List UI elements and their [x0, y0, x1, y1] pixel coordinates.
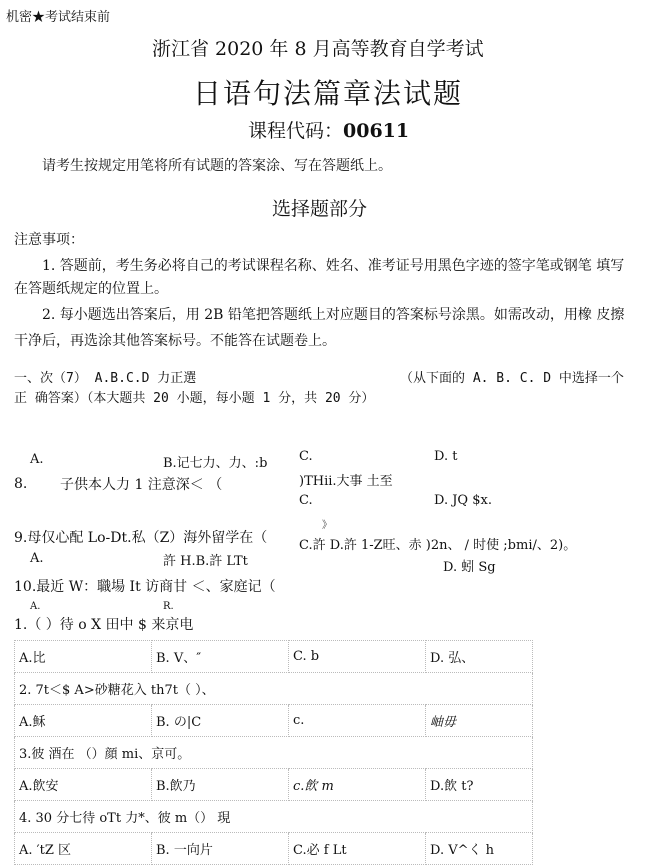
table-row — [15, 769, 533, 801]
table-cell: A.稣 — [15, 705, 152, 737]
question-10: 10.最近 W：職場 It 访商甘 ＜、家庭记（ — [14, 579, 276, 595]
question-9-option-b: 許 H.B.許 LTt — [163, 554, 248, 569]
question-10-option-a: A. — [30, 601, 41, 612]
question-9-mark: 》 — [322, 520, 332, 531]
part1-line1-right: （从下面的 A. B. C. D 中选择一个 — [400, 371, 624, 386]
table-cell: A. ′tZ 区 — [15, 833, 152, 865]
option-a: A. — [30, 452, 44, 467]
question-8-text: 子供本人力 1 注意深＜ （ — [60, 477, 223, 493]
table-cell: A.比 — [15, 641, 152, 673]
table-cell: c. — [289, 705, 426, 737]
option-c: C. — [299, 449, 313, 464]
table-cell: B.飲乃 — [152, 769, 289, 801]
answer-table — [14, 640, 533, 865]
question-9-options: C.許 D.許 1-Z旺、赤 )2n、 / 时使 ;bmi/、2)。 — [299, 538, 577, 553]
table-cell: C.必 f Lt — [289, 833, 426, 865]
table-cell: 3.彼 酒在 （）顔 mi、京可。 — [15, 737, 533, 769]
question-8-option-d: D. JQ $x. — [434, 493, 492, 508]
part1-line2: 正 确答案）（本大题共 20 小题，每小题 1 分，共 20 分） — [14, 391, 375, 406]
exam-heading: 浙江省 2020 年 8 月高等教育自学考试 — [152, 38, 484, 60]
question-9-option-d: D. 蚓 Sg — [443, 560, 496, 575]
question-8-option-c: C. — [299, 493, 313, 508]
table-cell: B. 一向片 — [152, 833, 289, 865]
option-b: B.记七力、力、:b — [163, 456, 268, 471]
table-row — [15, 801, 533, 833]
table-row — [15, 673, 533, 705]
part1-line1: 一、次（7） A.B.C.D 力正選 — [14, 371, 197, 386]
question-8-number: 8. — [14, 476, 28, 492]
notes-item-2: 2. 每小题选出答案后，用 2B 铅笔把答题纸上对应题目的答案标号涂黑。如需改动，用橡 皮擦干净后，再选涂其他答案标号。不能答在试题卷上。 — [14, 307, 625, 349]
question-1: 1.（ ）待 o X 田中 $ 来京电 — [14, 617, 194, 633]
notes-heading: 注意事项： — [14, 232, 84, 248]
question-9: 9.母仅心配 Lo-Dt.私（Z）海外留学在（ — [14, 530, 268, 546]
paper-title: 日语句法篇章法试题 — [193, 77, 464, 110]
table-cell: A.飲安 — [15, 769, 152, 801]
question-8-right: )THii.大事 土至 — [299, 474, 393, 489]
table-row — [15, 705, 533, 737]
confidential-mark: 机密★考试结束前 — [6, 10, 111, 25]
course-code — [248, 116, 409, 143]
question-10-option-r: R. — [163, 601, 174, 612]
section-title: 选择题部分 — [272, 198, 368, 220]
table-row — [15, 641, 533, 673]
course-code-value: 00611 — [343, 120, 410, 142]
table-cell: D. V^く h — [426, 833, 533, 865]
table-cell: B. V、″ — [152, 641, 289, 673]
question-9-option-a: A. — [30, 551, 44, 566]
notes-item-1: 1. 答题前，考生务必将自己的考试课程名称、姓名、准考证号用黑色字迹的签字笔或钢笔 填写在答题纸规定的位置上。 — [14, 258, 625, 297]
table-cell: 2. 7t＜$ A>砂糖花入 th7t（ ）、 — [15, 673, 533, 705]
table-row — [15, 737, 533, 769]
table-cell: 4. 30 分七待 oTt 力*、彼 m（） 現 — [15, 801, 533, 833]
table-cell: D. 弘、 — [426, 641, 533, 673]
table-cell: B. の|C — [152, 705, 289, 737]
option-d: D. t — [434, 449, 458, 464]
table-cell: 岫毋 — [426, 705, 533, 737]
table-cell: C. b — [289, 641, 426, 673]
instruction-text: 请考生按规定用笔将所有试题的答案涂、写在答题纸上。 — [42, 158, 392, 174]
table-cell: c.飲 m — [289, 769, 426, 801]
table-cell: D.飲 t? — [426, 769, 533, 801]
table-row — [15, 833, 533, 865]
course-code-label: 课程代码： — [248, 120, 344, 142]
